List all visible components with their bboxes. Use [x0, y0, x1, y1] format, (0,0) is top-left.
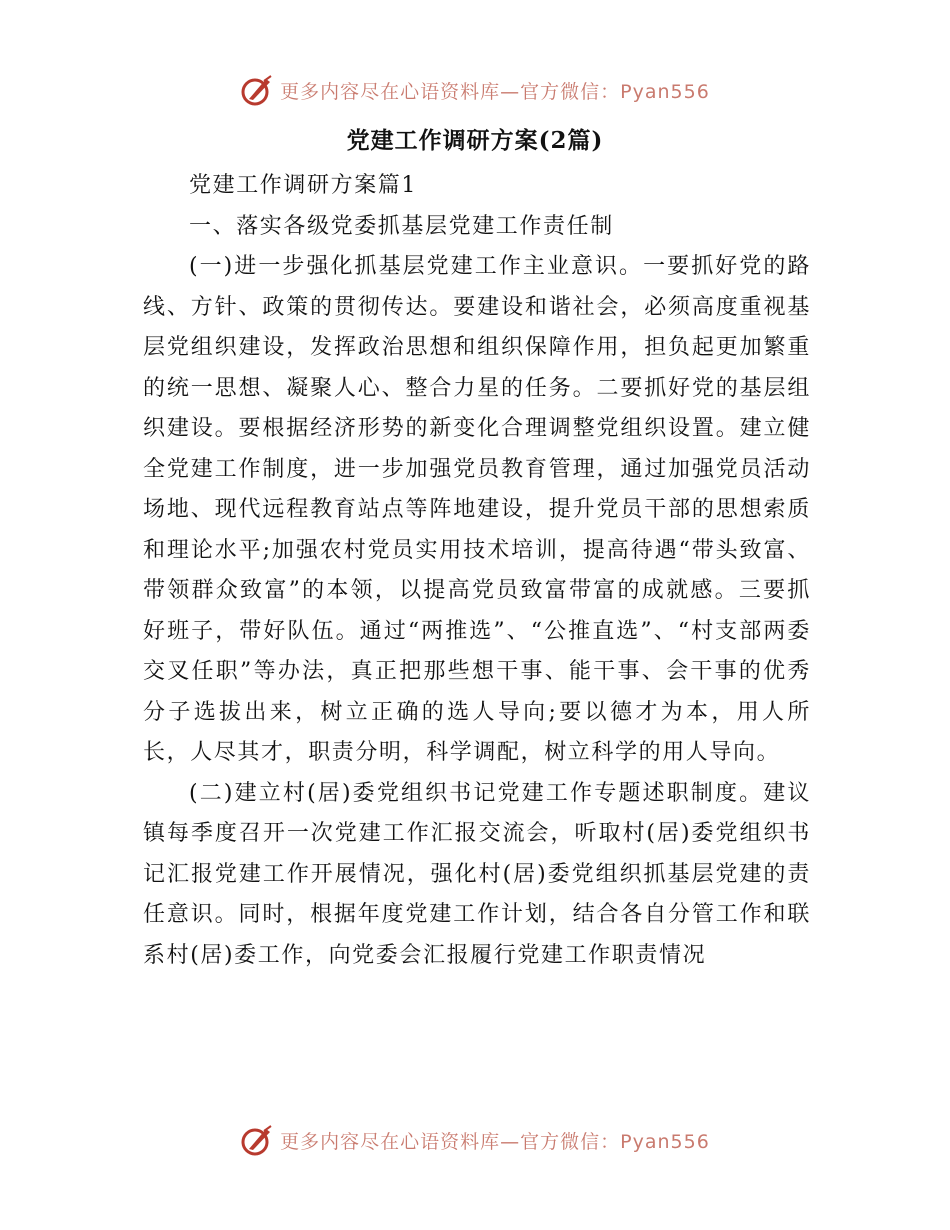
quill-logo-icon — [240, 1123, 274, 1157]
header-banner — [0, 70, 950, 110]
document-title: 党建工作调研方案(2篇) — [346, 127, 604, 154]
body-paragraph: (二)建立村(居)委党组织书记党建工作专题述职制度。建议镇每季度召开一次党建工作汇报交流会，听取村(居)委党组织书记汇报党建工作开展情况，强化村(居)委党组织抓基层党建的责任意识。同时，根据年度党建工作计划，结合各自分管工作和联系村(居)委工作，向党委会汇报履行党建工作职责情况 — [143, 780, 811, 968]
document-body — [143, 166, 811, 976]
quill-logo-icon — [240, 73, 274, 107]
body-paragraph: (一)进一步强化抓基层党建工作主业意识。一要抓好党的路线、方针、政策的贯彻传达。要建设和谐社会，必须高度重视基层党组织建设，发挥政治思想和组织保障作用，担负起更加繁重的统一思想、凝聚人心、整合力星的任务。二要抓好党的基层组织建设。要根据经济形势的新变化合理调整党组织设置。建立健全党建工作制度，进一步加强党员教育管理，通过加强党员活动场地、现代远程教育站点等阵地建设，提升党员干部的思想索质和理论水平;加强农村党员实用技术培训，提高待遇“带头致富、带领群众致富”的本领，以提高党员致富带富的成就感。三要抓好班子，带好队伍。通过“两推选”、“公推直选”、“村支部两委交叉任职”等办法，真正把那些想干事、能干事、会干事的优秀分子选拔出来，树立正确的选人导向;要以德才为本，用人所长，人尽其才，职责分明，科学调配，树立科学的用人导向。 — [143, 254, 811, 765]
footer-banner — [0, 1120, 950, 1160]
banner-text: 更多内容尽在心语资料库—官方微信：Pyan556 — [280, 1130, 710, 1153]
banner-text: 更多内容尽在心语资料库—官方微信：Pyan556 — [280, 80, 710, 103]
section-heading: 党建工作调研方案篇1 — [189, 173, 417, 198]
subsection-heading: 一、落实各级党委抓基层党建工作责任制 — [189, 213, 614, 239]
